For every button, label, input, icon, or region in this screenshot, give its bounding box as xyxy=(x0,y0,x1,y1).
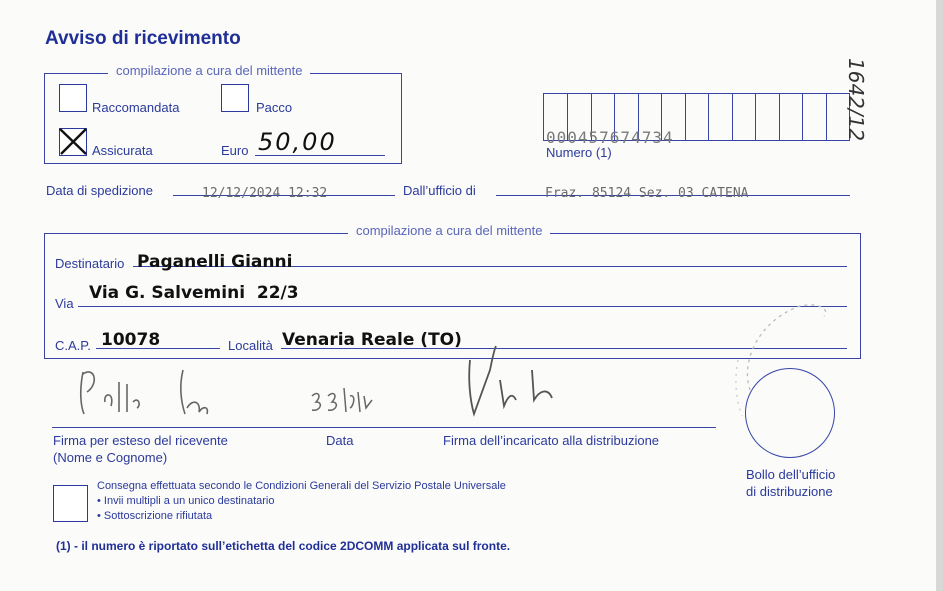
carrier-signature-label: Firma dell’incaricato alla distribuzione xyxy=(443,433,660,448)
office-label: Dall’ufficio di xyxy=(403,183,476,198)
date-label: Data xyxy=(326,433,354,448)
recipient-signature-sublabel: (Nome e Cognome) xyxy=(53,450,168,465)
office-value: Fraz. 85124 Sez. 03 CATENA xyxy=(545,186,749,201)
faded-postmark xyxy=(720,300,860,430)
tracking-number-value: 000457674734 xyxy=(546,128,674,147)
euro-value: 50,00 xyxy=(258,128,337,156)
street-value: Via G. Salvemini 22/3 xyxy=(89,283,299,303)
locality-value: Venaria Reale (TO) xyxy=(282,330,462,350)
recipient-handwritten-signature xyxy=(75,362,245,422)
pacco-checkbox[interactable] xyxy=(221,84,249,112)
date-handwritten xyxy=(308,382,378,422)
euro-label: Euro xyxy=(221,143,249,158)
cap-label: C.A.P. xyxy=(55,338,91,353)
street-label: Via xyxy=(55,296,74,311)
assicurata-label: Assicurata xyxy=(92,143,153,158)
shipment-date-label: Data di spedizione xyxy=(46,183,153,198)
recipient-value: Paganelli Gianni xyxy=(137,252,293,272)
assicurata-checkbox[interactable] xyxy=(59,128,87,156)
sender-section-legend: compilazione a cura del mittente xyxy=(108,63,310,78)
footnote: (1) - il numero è riportato sull’etichetta del codice 2DCOMM applicata sul fronte. xyxy=(56,539,511,553)
pacco-label: Pacco xyxy=(256,100,293,115)
conditions-bullet-multiple: • Invii multipli a un unico destinatario xyxy=(97,495,275,507)
check-x-icon xyxy=(58,126,88,156)
stamp-label-line2: di distribuzione xyxy=(746,484,833,499)
card-edge xyxy=(936,0,943,591)
conditions-text: Consegna effettuata secondo le Condizioni Generali del Servizio Postale Universale xyxy=(97,480,506,492)
raccomandata-label: Raccomandata xyxy=(92,100,180,115)
shipment-date-value: 12/12/2024 12:32 xyxy=(202,186,328,201)
conditions-bullet-refused: • Sottoscrizione rifiutata xyxy=(97,510,213,522)
signature-line xyxy=(52,427,716,428)
recipient-signature-label: Firma per esteso del ricevente xyxy=(53,433,228,448)
conditions-checkbox[interactable] xyxy=(53,485,88,522)
locality-label: Località xyxy=(228,338,273,353)
raccomandata-checkbox[interactable] xyxy=(59,84,87,112)
margin-handwriting: 1642/12 xyxy=(844,58,868,142)
recipient-label: Destinatario xyxy=(55,256,125,271)
tracking-number-label: Numero (1) xyxy=(546,145,612,160)
form-title: Avviso di ricevimento xyxy=(45,28,241,49)
carrier-handwritten-signature xyxy=(460,340,560,420)
stamp-label-line1: Bollo dell’ufficio xyxy=(746,467,836,482)
recipient-section-legend: compilazione a cura del mittente xyxy=(348,223,550,238)
cap-value: 10078 xyxy=(101,330,161,350)
